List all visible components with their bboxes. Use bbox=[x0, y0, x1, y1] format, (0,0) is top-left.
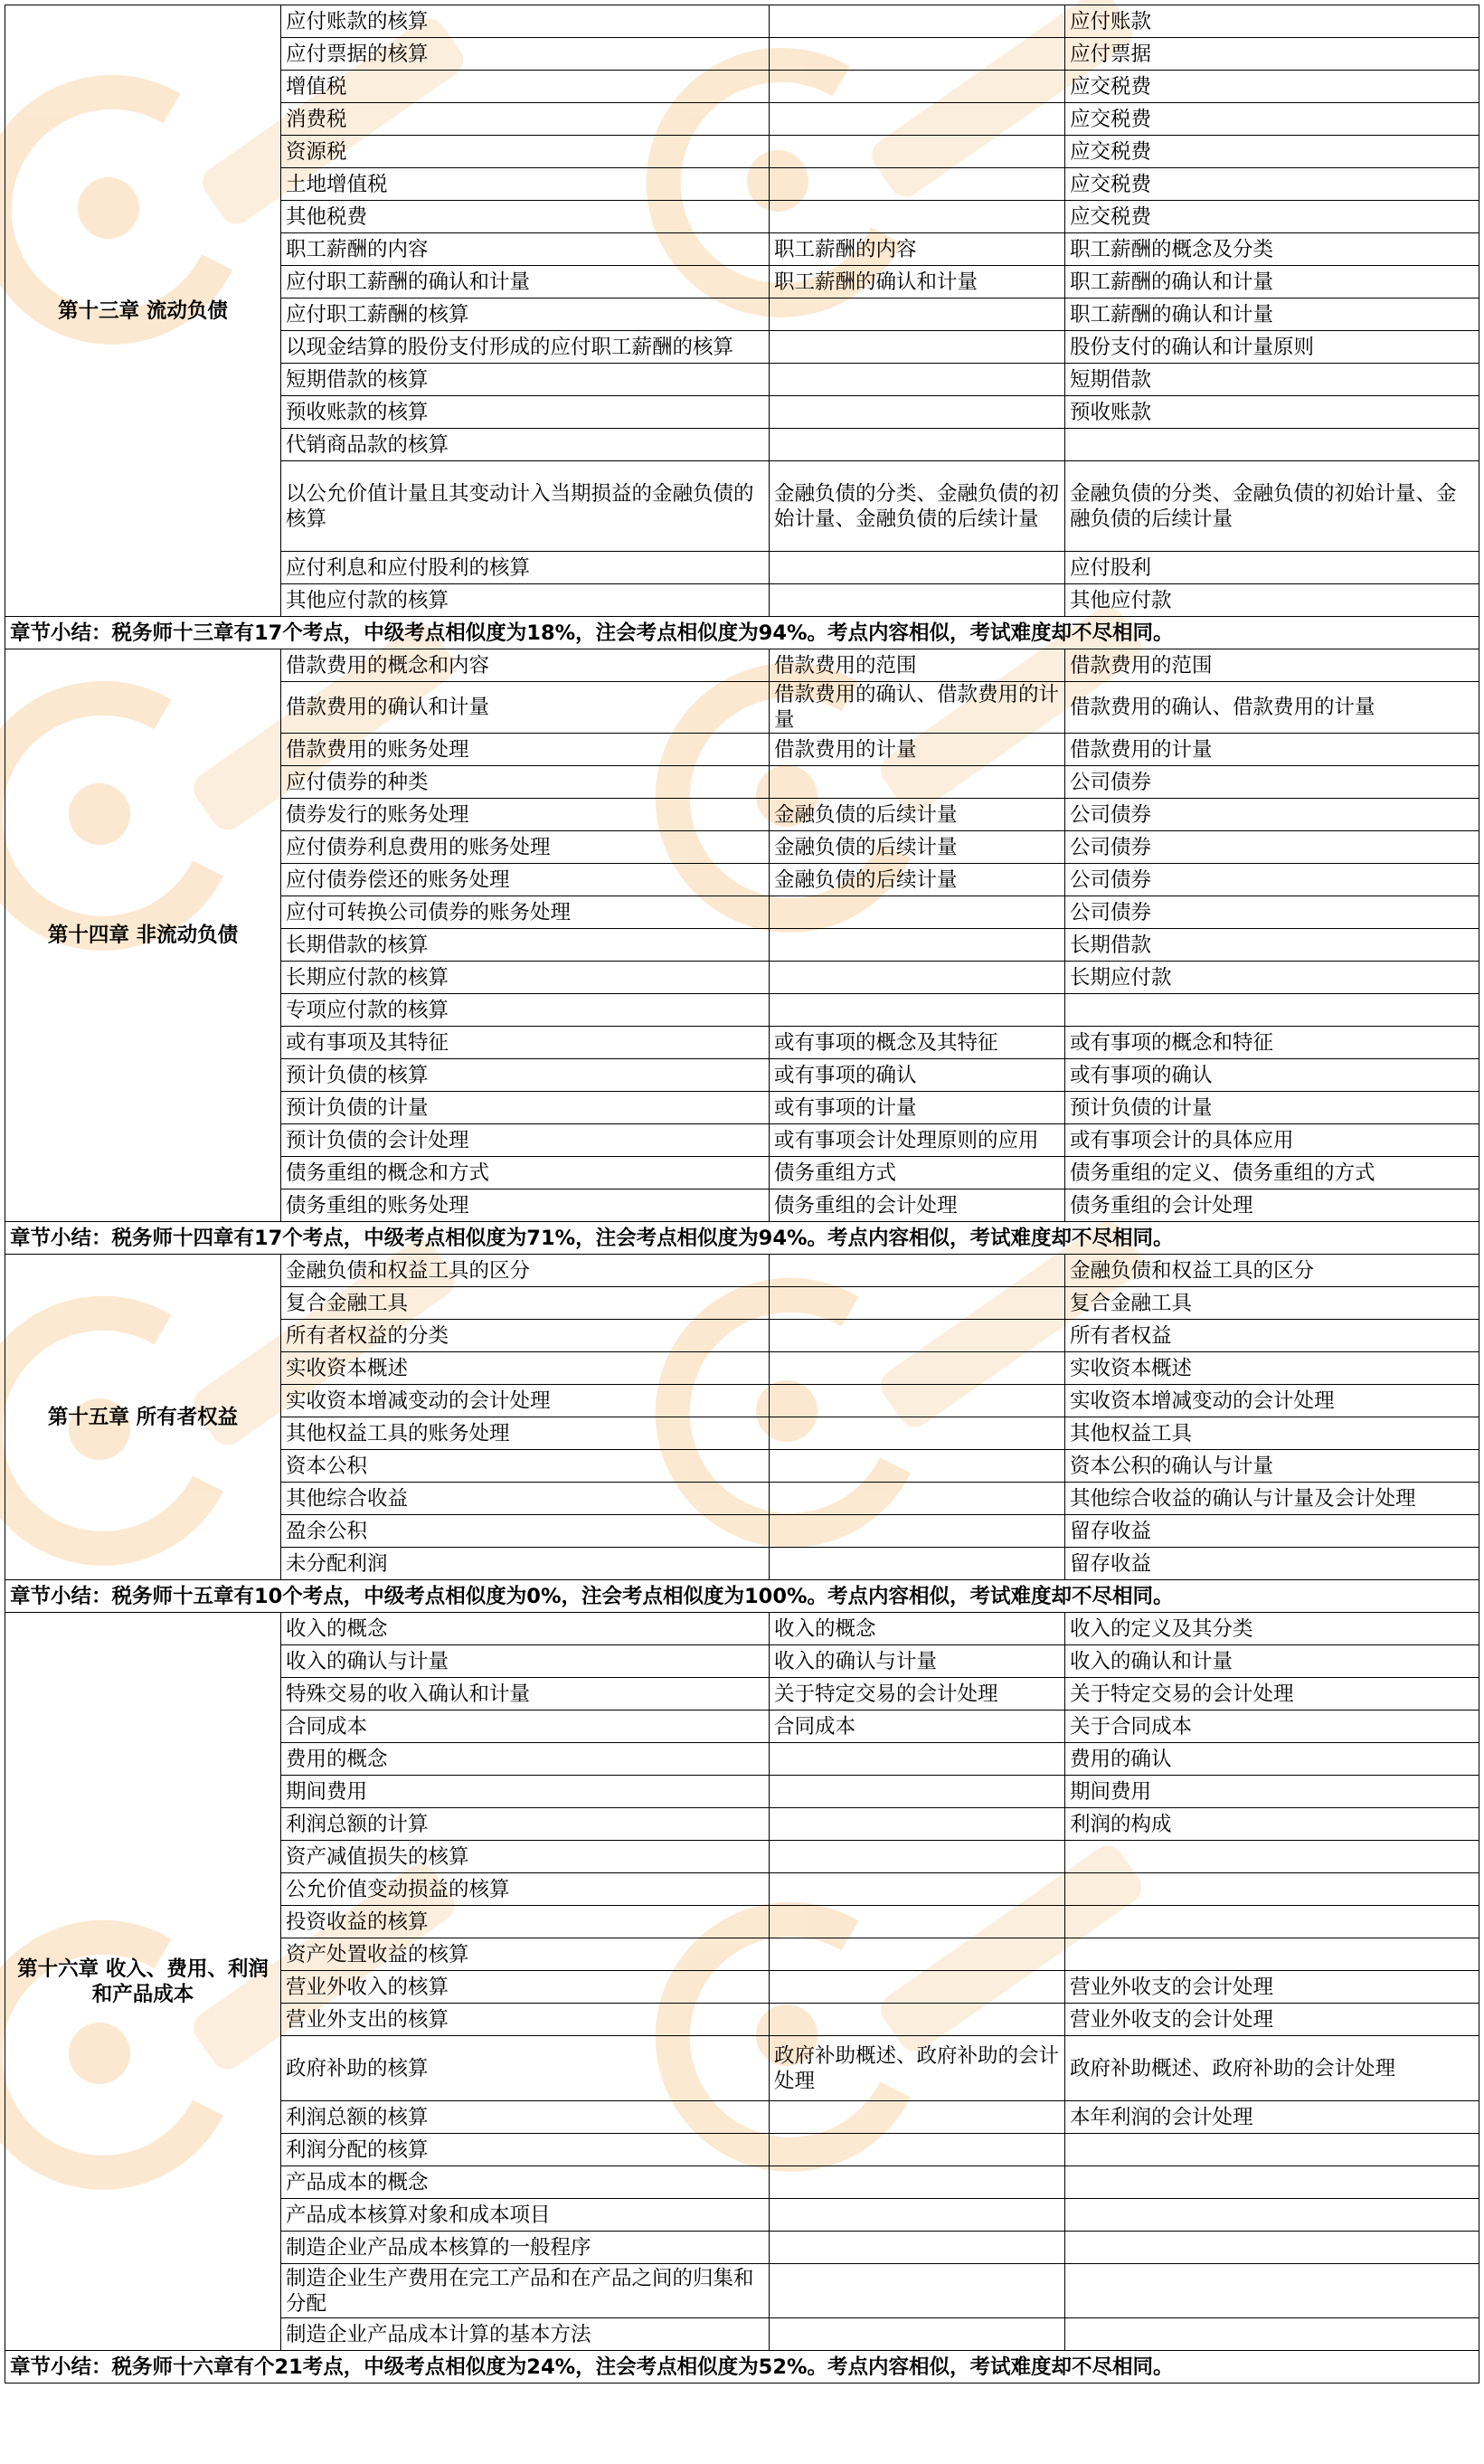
cpa-point-cell: 实收资本概述 bbox=[1065, 1352, 1479, 1385]
exam-point-cell: 产品成本核算对象和成本项目 bbox=[281, 2199, 770, 2232]
chapter-summary: 章节小结：税务师十六章有个21考点，中级考点相似度为24%，注会考点相似度为52%。考点内容相似，考试难度却不尽相同。 bbox=[5, 2351, 1479, 2383]
intermediate-point-cell bbox=[770, 2199, 1065, 2232]
exam-point-cell: 土地增值税 bbox=[281, 168, 770, 201]
cpa-point-cell: 应交税费 bbox=[1065, 71, 1479, 103]
cpa-point-cell: 或有事项的概念和特征 bbox=[1065, 1027, 1479, 1059]
chapter-summary: 章节小结：税务师十三章有17个考点，中级考点相似度为18%，注会考点相似度为94%。考点内容相似，考试难度却不尽相同。 bbox=[5, 617, 1479, 649]
cpa-point-cell: 长期借款 bbox=[1065, 929, 1479, 962]
cpa-point-cell: 借款费用的确认、借款费用的计量 bbox=[1065, 682, 1479, 734]
exam-point-cell: 应付可转换公司债券的账务处理 bbox=[281, 896, 770, 929]
exam-point-cell: 营业外收入的核算 bbox=[281, 1971, 770, 2004]
intermediate-point-cell bbox=[770, 103, 1065, 136]
table-row bbox=[5, 649, 1479, 682]
intermediate-point-cell bbox=[770, 1841, 1065, 1873]
exam-point-cell: 应付债券的种类 bbox=[281, 766, 770, 799]
exam-point-cell: 产品成本的概念 bbox=[281, 2166, 770, 2199]
cpa-point-cell bbox=[1065, 1938, 1479, 1971]
intermediate-point-cell bbox=[770, 396, 1065, 429]
exam-point-cell: 投资收益的核算 bbox=[281, 1906, 770, 1938]
intermediate-point-cell bbox=[770, 896, 1065, 929]
cpa-point-cell: 应交税费 bbox=[1065, 103, 1479, 136]
intermediate-point-cell bbox=[770, 994, 1065, 1027]
exam-point-cell: 预计负债的核算 bbox=[281, 1059, 770, 1092]
intermediate-point-cell: 债务重组方式 bbox=[770, 1157, 1065, 1189]
cpa-point-cell bbox=[1065, 2232, 1479, 2264]
cpa-point-cell: 其他权益工具 bbox=[1065, 1417, 1479, 1450]
cpa-point-cell: 关于合同成本 bbox=[1065, 1711, 1479, 1743]
intermediate-point-cell bbox=[770, 1548, 1065, 1580]
intermediate-point-cell bbox=[770, 1287, 1065, 1320]
exam-point-cell: 资本公积 bbox=[281, 1450, 770, 1483]
exam-point-cell: 政府补助的核算 bbox=[281, 2036, 770, 2101]
exam-point-cell: 未分配利润 bbox=[281, 1548, 770, 1580]
comparison-table bbox=[5, 5, 1479, 2383]
intermediate-point-cell bbox=[770, 1515, 1065, 1548]
intermediate-point-cell: 收入的概念 bbox=[770, 1613, 1065, 1645]
exam-point-cell: 其他税费 bbox=[281, 201, 770, 233]
intermediate-point-cell: 金融负债的后续计量 bbox=[770, 864, 1065, 896]
cpa-point-cell: 金融负债的分类、金融负债的初始计量、金融负债的后续计量 bbox=[1065, 461, 1479, 552]
cpa-point-cell: 应交税费 bbox=[1065, 201, 1479, 233]
exam-point-cell: 营业外支出的核算 bbox=[281, 2004, 770, 2036]
cpa-point-cell bbox=[1065, 994, 1479, 1027]
cpa-point-cell: 公司债券 bbox=[1065, 799, 1479, 831]
intermediate-point-cell bbox=[770, 766, 1065, 799]
cpa-point-cell: 债务重组的会计处理 bbox=[1065, 1189, 1479, 1222]
intermediate-point-cell bbox=[770, 1450, 1065, 1483]
exam-point-cell: 其他应付款的核算 bbox=[281, 584, 770, 617]
exam-point-cell: 制造企业产品成本计算的基本方法 bbox=[281, 2318, 770, 2351]
cpa-point-cell: 或有事项的确认 bbox=[1065, 1059, 1479, 1092]
exam-point-cell: 实收资本概述 bbox=[281, 1352, 770, 1385]
cpa-point-cell bbox=[1065, 1873, 1479, 1906]
cpa-point-cell: 政府补助概述、政府补助的会计处理 bbox=[1065, 2036, 1479, 2101]
intermediate-point-cell: 合同成本 bbox=[770, 1711, 1065, 1743]
exam-point-cell: 短期借款的核算 bbox=[281, 364, 770, 396]
exam-point-cell: 代销商品款的核算 bbox=[281, 429, 770, 461]
intermediate-point-cell bbox=[770, 331, 1065, 364]
cpa-point-cell: 期间费用 bbox=[1065, 1776, 1479, 1808]
exam-point-cell: 借款费用的账务处理 bbox=[281, 734, 770, 766]
intermediate-point-cell bbox=[770, 5, 1065, 38]
cpa-point-cell bbox=[1065, 429, 1479, 461]
intermediate-point-cell bbox=[770, 1385, 1065, 1417]
intermediate-point-cell: 或有事项会计处理原则的应用 bbox=[770, 1124, 1065, 1157]
chapter-title: 第十四章 非流动负债 bbox=[5, 649, 281, 1222]
cpa-point-cell: 其他综合收益的确认与计量及会计处理 bbox=[1065, 1483, 1479, 1515]
exam-point-cell: 利润总额的核算 bbox=[281, 2101, 770, 2134]
cpa-point-cell: 复合金融工具 bbox=[1065, 1287, 1479, 1320]
cpa-point-cell: 预收账款 bbox=[1065, 396, 1479, 429]
intermediate-point-cell: 职工薪酬的确认和计量 bbox=[770, 266, 1065, 299]
cpa-point-cell: 公司债券 bbox=[1065, 896, 1479, 929]
exam-point-cell: 制造企业生产费用在完工产品和在产品之间的归集和分配 bbox=[281, 2264, 770, 2318]
intermediate-point-cell bbox=[770, 962, 1065, 994]
cpa-point-cell: 职工薪酬的确认和计量 bbox=[1065, 299, 1479, 331]
chapter-summary: 章节小结：税务师十四章有17个考点，中级考点相似度为71%，注会考点相似度为94%。考点内容相似，考试难度却不尽相同。 bbox=[5, 1222, 1479, 1255]
intermediate-point-cell bbox=[770, 1255, 1065, 1287]
exam-point-cell: 债务重组的概念和方式 bbox=[281, 1157, 770, 1189]
intermediate-point-cell: 借款费用的确认、借款费用的计量 bbox=[770, 682, 1065, 734]
exam-point-cell: 所有者权益的分类 bbox=[281, 1320, 770, 1352]
intermediate-point-cell: 借款费用的范围 bbox=[770, 649, 1065, 682]
exam-point-cell: 债务重组的账务处理 bbox=[281, 1189, 770, 1222]
intermediate-point-cell bbox=[770, 1320, 1065, 1352]
intermediate-point-cell: 金融负债的后续计量 bbox=[770, 799, 1065, 831]
exam-point-cell: 长期借款的核算 bbox=[281, 929, 770, 962]
cpa-point-cell: 借款费用的范围 bbox=[1065, 649, 1479, 682]
exam-point-cell: 以现金结算的股份支付形成的应付职工薪酬的核算 bbox=[281, 331, 770, 364]
intermediate-point-cell bbox=[770, 1938, 1065, 1971]
cpa-point-cell: 利润的构成 bbox=[1065, 1808, 1479, 1841]
intermediate-point-cell bbox=[770, 136, 1065, 168]
cpa-point-cell bbox=[1065, 2264, 1479, 2318]
exam-point-cell: 其他权益工具的账务处理 bbox=[281, 1417, 770, 1450]
exam-point-cell: 应付职工薪酬的确认和计量 bbox=[281, 266, 770, 299]
cpa-point-cell: 应付账款 bbox=[1065, 5, 1479, 38]
intermediate-point-cell: 关于特定交易的会计处理 bbox=[770, 1678, 1065, 1711]
intermediate-point-cell: 职工薪酬的内容 bbox=[770, 233, 1065, 266]
exam-point-cell: 金融负债和权益工具的区分 bbox=[281, 1255, 770, 1287]
intermediate-point-cell: 政府补助概述、政府补助的会计处理 bbox=[770, 2036, 1065, 2101]
exam-point-cell: 应付账款的核算 bbox=[281, 5, 770, 38]
intermediate-point-cell bbox=[770, 1743, 1065, 1776]
intermediate-point-cell: 或有事项的概念及其特征 bbox=[770, 1027, 1065, 1059]
exam-point-cell: 借款费用的概念和内容 bbox=[281, 649, 770, 682]
summary-row bbox=[5, 1222, 1479, 1255]
intermediate-point-cell bbox=[770, 1873, 1065, 1906]
cpa-point-cell: 关于特定交易的会计处理 bbox=[1065, 1678, 1479, 1711]
exam-point-cell: 费用的概念 bbox=[281, 1743, 770, 1776]
chapter-summary: 章节小结：税务师十五章有10个考点，中级考点相似度为0%，注会考点相似度为100%。考点内容相似，考试难度却不尽相同。 bbox=[5, 1580, 1479, 1613]
exam-point-cell: 长期应付款的核算 bbox=[281, 962, 770, 994]
intermediate-point-cell: 借款费用的计量 bbox=[770, 734, 1065, 766]
exam-point-cell: 复合金融工具 bbox=[281, 1287, 770, 1320]
cpa-point-cell: 资本公积的确认与计量 bbox=[1065, 1450, 1479, 1483]
exam-point-cell: 利润分配的核算 bbox=[281, 2134, 770, 2166]
intermediate-point-cell bbox=[770, 584, 1065, 617]
exam-point-cell: 职工薪酬的内容 bbox=[281, 233, 770, 266]
intermediate-point-cell bbox=[770, 2318, 1065, 2351]
exam-point-cell: 专项应付款的核算 bbox=[281, 994, 770, 1027]
intermediate-point-cell bbox=[770, 1808, 1065, 1841]
chapter-title: 第十三章 流动负债 bbox=[5, 5, 281, 617]
intermediate-point-cell bbox=[770, 2166, 1065, 2199]
intermediate-point-cell bbox=[770, 201, 1065, 233]
intermediate-point-cell bbox=[770, 1776, 1065, 1808]
summary-row bbox=[5, 1580, 1479, 1613]
exam-point-cell: 收入的确认与计量 bbox=[281, 1645, 770, 1678]
cpa-point-cell: 应付票据 bbox=[1065, 38, 1479, 71]
exam-point-cell: 利润总额的计算 bbox=[281, 1808, 770, 1841]
exam-point-cell: 制造企业产品成本核算的一般程序 bbox=[281, 2232, 770, 2264]
intermediate-point-cell: 或有事项的确认 bbox=[770, 1059, 1065, 1092]
cpa-point-cell: 所有者权益 bbox=[1065, 1320, 1479, 1352]
exam-point-cell: 以公允价值计量且其变动计入当期损益的金融负债的核算 bbox=[281, 461, 770, 552]
exam-point-cell: 预计负债的会计处理 bbox=[281, 1124, 770, 1157]
cpa-point-cell bbox=[1065, 1841, 1479, 1873]
cpa-point-cell: 留存收益 bbox=[1065, 1515, 1479, 1548]
cpa-point-cell: 预计负债的计量 bbox=[1065, 1092, 1479, 1124]
exam-point-cell: 实收资本增减变动的会计处理 bbox=[281, 1385, 770, 1417]
exam-point-cell: 应付债券利息费用的账务处理 bbox=[281, 831, 770, 864]
intermediate-point-cell bbox=[770, 1417, 1065, 1450]
intermediate-point-cell bbox=[770, 2101, 1065, 2134]
intermediate-point-cell: 金融负债的后续计量 bbox=[770, 831, 1065, 864]
cpa-point-cell: 实收资本增减变动的会计处理 bbox=[1065, 1385, 1479, 1417]
table-body bbox=[5, 5, 1479, 2383]
intermediate-point-cell: 金融负债的分类、金融负债的初始计量、金融负债的后续计量 bbox=[770, 461, 1065, 552]
exam-point-cell: 增值税 bbox=[281, 71, 770, 103]
cpa-point-cell: 金融负债和权益工具的区分 bbox=[1065, 1255, 1479, 1287]
intermediate-point-cell bbox=[770, 1906, 1065, 1938]
cpa-point-cell: 收入的确认和计量 bbox=[1065, 1645, 1479, 1678]
intermediate-point-cell bbox=[770, 2004, 1065, 2036]
cpa-point-cell: 其他应付款 bbox=[1065, 584, 1479, 617]
exam-point-cell: 应付职工薪酬的核算 bbox=[281, 299, 770, 331]
cpa-point-cell bbox=[1065, 2199, 1479, 2232]
exam-point-cell: 预计负债的计量 bbox=[281, 1092, 770, 1124]
exam-point-cell: 其他综合收益 bbox=[281, 1483, 770, 1515]
cpa-point-cell: 债务重组的定义、债务重组的方式 bbox=[1065, 1157, 1479, 1189]
chapter-title: 第十六章 收入、费用、利润和产品成本 bbox=[5, 1613, 281, 2351]
exam-point-cell: 应付票据的核算 bbox=[281, 38, 770, 71]
exam-point-cell: 收入的概念 bbox=[281, 1613, 770, 1645]
intermediate-point-cell: 或有事项的计量 bbox=[770, 1092, 1065, 1124]
cpa-point-cell bbox=[1065, 2166, 1479, 2199]
intermediate-point-cell bbox=[770, 38, 1065, 71]
exam-point-cell: 消费税 bbox=[281, 103, 770, 136]
exam-point-cell: 盈余公积 bbox=[281, 1515, 770, 1548]
cpa-point-cell: 或有事项会计的具体应用 bbox=[1065, 1124, 1479, 1157]
intermediate-point-cell bbox=[770, 429, 1065, 461]
cpa-point-cell: 费用的确认 bbox=[1065, 1743, 1479, 1776]
exam-point-cell: 借款费用的确认和计量 bbox=[281, 682, 770, 734]
chapter-title: 第十五章 所有者权益 bbox=[5, 1255, 281, 1580]
cpa-point-cell: 留存收益 bbox=[1065, 1548, 1479, 1580]
exam-point-cell: 或有事项及其特征 bbox=[281, 1027, 770, 1059]
intermediate-point-cell bbox=[770, 1352, 1065, 1385]
exam-point-cell: 应付债券偿还的账务处理 bbox=[281, 864, 770, 896]
exam-point-cell: 合同成本 bbox=[281, 1711, 770, 1743]
cpa-point-cell: 公司债券 bbox=[1065, 831, 1479, 864]
intermediate-point-cell bbox=[770, 1483, 1065, 1515]
cpa-point-cell: 职工薪酬的确认和计量 bbox=[1065, 266, 1479, 299]
intermediate-point-cell bbox=[770, 1971, 1065, 2004]
intermediate-point-cell bbox=[770, 552, 1065, 584]
exam-point-cell: 特殊交易的收入确认和计量 bbox=[281, 1678, 770, 1711]
cpa-point-cell: 股份支付的确认和计量原则 bbox=[1065, 331, 1479, 364]
summary-row bbox=[5, 2351, 1479, 2383]
exam-point-cell: 预收账款的核算 bbox=[281, 396, 770, 429]
cpa-point-cell bbox=[1065, 2318, 1479, 2351]
intermediate-point-cell bbox=[770, 929, 1065, 962]
cpa-point-cell: 应交税费 bbox=[1065, 168, 1479, 201]
intermediate-point-cell: 债务重组的会计处理 bbox=[770, 1189, 1065, 1222]
table-row bbox=[5, 1613, 1479, 1645]
cpa-point-cell: 应交税费 bbox=[1065, 136, 1479, 168]
exam-point-cell: 应付利息和应付股利的核算 bbox=[281, 552, 770, 584]
table-row bbox=[5, 1255, 1479, 1287]
cpa-point-cell: 借款费用的计量 bbox=[1065, 734, 1479, 766]
intermediate-point-cell bbox=[770, 2134, 1065, 2166]
exam-point-cell: 公允价值变动损益的核算 bbox=[281, 1873, 770, 1906]
exam-point-cell: 债券发行的账务处理 bbox=[281, 799, 770, 831]
table-row bbox=[5, 5, 1479, 38]
intermediate-point-cell bbox=[770, 364, 1065, 396]
cpa-point-cell: 营业外收支的会计处理 bbox=[1065, 1971, 1479, 2004]
cpa-point-cell bbox=[1065, 1906, 1479, 1938]
cpa-point-cell: 收入的定义及其分类 bbox=[1065, 1613, 1479, 1645]
cpa-point-cell: 应付股利 bbox=[1065, 552, 1479, 584]
exam-point-cell: 期间费用 bbox=[281, 1776, 770, 1808]
exam-point-cell: 资产减值损失的核算 bbox=[281, 1841, 770, 1873]
summary-row bbox=[5, 617, 1479, 649]
exam-point-cell: 资源税 bbox=[281, 136, 770, 168]
exam-point-cell: 资产处置收益的核算 bbox=[281, 1938, 770, 1971]
intermediate-point-cell bbox=[770, 71, 1065, 103]
cpa-point-cell: 职工薪酬的概念及分类 bbox=[1065, 233, 1479, 266]
cpa-point-cell: 公司债券 bbox=[1065, 864, 1479, 896]
cpa-point-cell: 本年利润的会计处理 bbox=[1065, 2101, 1479, 2134]
intermediate-point-cell bbox=[770, 168, 1065, 201]
cpa-point-cell bbox=[1065, 2134, 1479, 2166]
cpa-point-cell: 公司债券 bbox=[1065, 766, 1479, 799]
cpa-point-cell: 短期借款 bbox=[1065, 364, 1479, 396]
intermediate-point-cell: 收入的确认与计量 bbox=[770, 1645, 1065, 1678]
intermediate-point-cell bbox=[770, 299, 1065, 331]
intermediate-point-cell bbox=[770, 2264, 1065, 2318]
cpa-point-cell: 营业外收支的会计处理 bbox=[1065, 2004, 1479, 2036]
cpa-point-cell: 长期应付款 bbox=[1065, 962, 1479, 994]
intermediate-point-cell bbox=[770, 2232, 1065, 2264]
